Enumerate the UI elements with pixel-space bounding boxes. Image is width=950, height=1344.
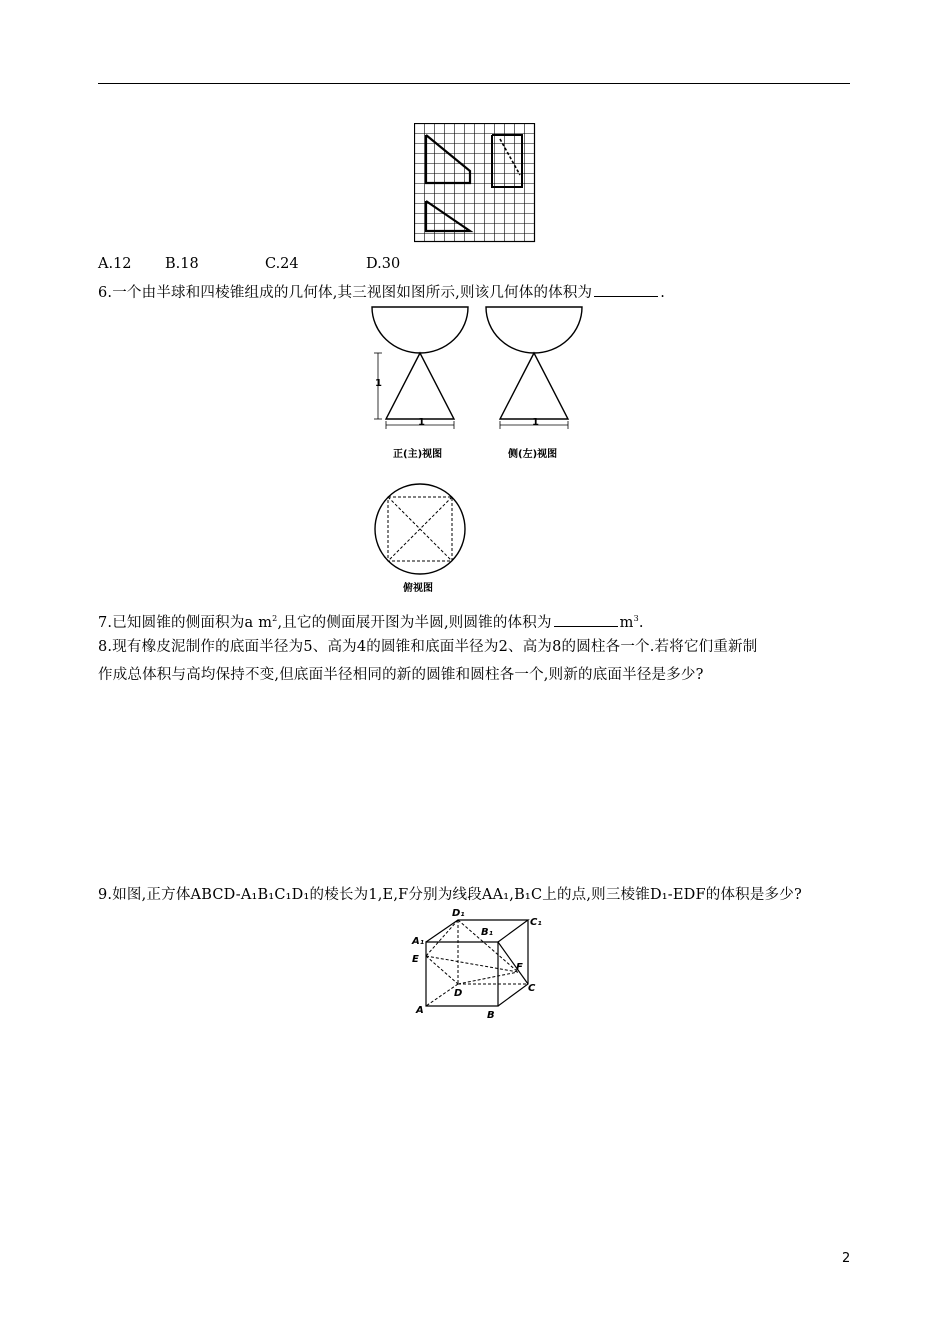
- q6-text-end: .: [660, 285, 666, 301]
- label-a: A: [416, 1005, 424, 1016]
- q6-answer-blank: [594, 282, 658, 297]
- q6-side-view: [482, 303, 592, 463]
- label-a1: A₁: [412, 936, 425, 947]
- q6-front-label: 正(主)视图: [393, 449, 443, 460]
- q7-text-end: .: [638, 614, 644, 631]
- q7-question: [98, 609, 644, 633]
- label-b: B: [487, 1010, 495, 1021]
- option-c: C.24: [265, 256, 299, 272]
- label-e: E: [412, 954, 419, 965]
- label-d1: D₁: [452, 908, 465, 919]
- label-c1: C₁: [530, 917, 542, 928]
- q8-line2: 作成总体积与高均保持不变,但底面半径相同的新的圆锥和圆柱各一个,则新的底面半径是多少?: [98, 667, 704, 683]
- label-c: C: [528, 983, 536, 994]
- q6-top-view: [370, 482, 472, 578]
- q5-grid-figure: [414, 123, 536, 243]
- q6-dim-height: 1: [375, 378, 382, 389]
- q6-side-label: 侧(左)视图: [508, 449, 558, 460]
- label-d: D: [454, 988, 463, 999]
- q8-line1: 8.现有橡皮泥制作的底面半径为5、高为4的圆锥和底面半径为2、高为8的圆柱各一个.若将它们重新制: [98, 639, 758, 655]
- q7-text-mid: ,且它的侧面展开图为半圆,则圆锥的体积为: [277, 614, 552, 631]
- page-number: 2: [842, 1251, 851, 1266]
- q6-top-label: 俯视图: [403, 583, 433, 594]
- q6-question: [98, 282, 665, 303]
- q6-dim-width-side: 1: [532, 417, 539, 428]
- label-b1: B₁: [481, 927, 494, 938]
- q6-text: 6.一个由半球和四棱锥组成的几何体,其三视图如图所示,则该几何体的体积为: [98, 285, 593, 301]
- q7-text: 7.已知圆锥的侧面积为a m: [98, 614, 273, 631]
- q9-question: 9.如图,正方体ABCD-A₁B₁C₁D₁的棱长为1,E,F分别为线段AA₁,B₁C上的点,则三棱锥D₁-EDF的体积是多少?: [98, 887, 802, 903]
- q9-cube-figure: [408, 906, 548, 1024]
- q7-answer-blank: [554, 612, 618, 627]
- option-a: A.12: [98, 256, 132, 272]
- option-d: D.30: [366, 256, 401, 272]
- q6-front-view: [366, 303, 476, 463]
- q7-unit: m: [619, 614, 634, 631]
- option-b: B.18: [165, 256, 199, 272]
- q7-sup-volume: 3: [633, 614, 639, 623]
- label-f: F: [516, 962, 523, 973]
- q6-dim-width-front: 1: [418, 417, 425, 428]
- q7-sup-area: 2: [272, 614, 278, 623]
- header-rule: [98, 83, 850, 84]
